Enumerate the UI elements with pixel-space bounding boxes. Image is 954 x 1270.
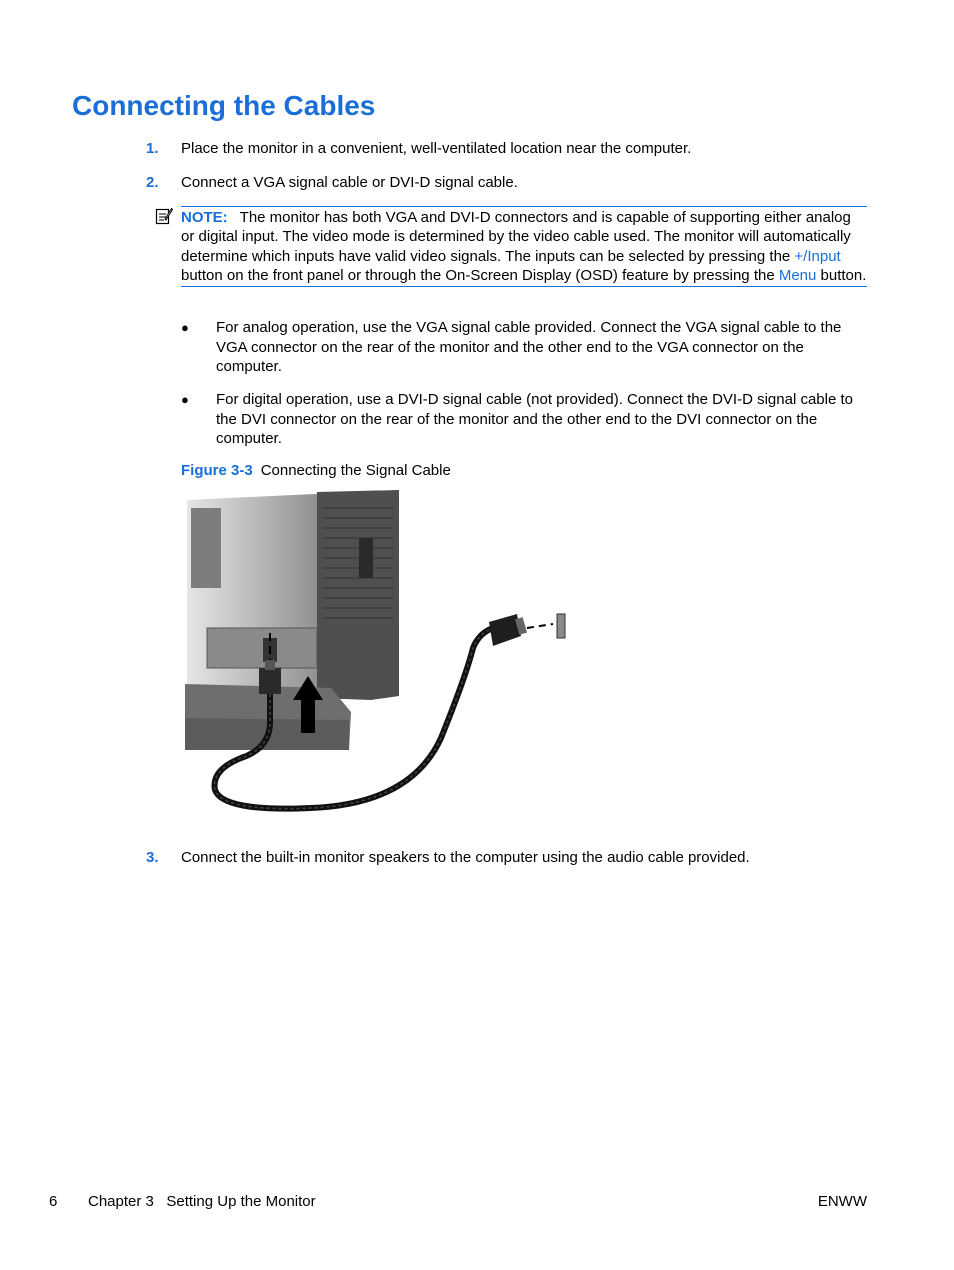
monitor-cable-illustration bbox=[181, 488, 581, 816]
note-label: NOTE: bbox=[181, 209, 228, 226]
input-button-link[interactable]: +/Input bbox=[794, 247, 841, 265]
dvi-connector bbox=[489, 614, 521, 646]
step-text: Place the monitor in a convenient, well-ventilated location near the computer. bbox=[181, 140, 692, 157]
note-text: button. bbox=[816, 266, 867, 284]
step-number: 2. bbox=[146, 174, 159, 191]
computer-port bbox=[557, 614, 565, 638]
footer-right-label: ENWW bbox=[817, 1193, 867, 1210]
menu-button-link[interactable]: Menu bbox=[778, 266, 817, 284]
step-number: 1. bbox=[146, 140, 159, 157]
note-text: The monitor has both VGA and DVI-D connectors and is capable of supporting either analog or digital input. The video mode is determined by the video cable used. The monitor will automatically determine which inputs have valid video signals. The inputs can be selected by pressing the bbox=[181, 209, 851, 265]
bullet-dot: ● bbox=[181, 392, 189, 407]
step-text: Connect a VGA signal cable or DVI-D signal cable. bbox=[181, 174, 518, 191]
bullet-text: For analog operation, use the VGA signal cable provided. Connect the VGA signal cable to the VGA connector on the rear of the monitor and the other end to the VGA connector on the computer. bbox=[216, 319, 842, 376]
note-icon bbox=[155, 207, 173, 225]
step-number: 3. bbox=[146, 849, 159, 866]
bullet-text: For digital operation, use a DVI-D signal cable (not provided). Connect the DVI-D signal cable to the DVI connector on the rear of the monitor and the other end to the DVI connector on the computer. bbox=[216, 391, 853, 448]
figure-caption bbox=[181, 462, 451, 479]
note-box bbox=[181, 206, 867, 287]
note-text: button on the front panel or through the On-Screen Display (OSD) feature by pressing the bbox=[181, 266, 779, 284]
figure-label: Figure 3-3 bbox=[181, 462, 253, 479]
bullet-dot: ● bbox=[181, 320, 189, 335]
step-text: Connect the built-in monitor speakers to the computer using the audio cable provided. bbox=[181, 849, 750, 866]
figure-title: Connecting the Signal Cable bbox=[260, 462, 451, 479]
page-number: 6 bbox=[49, 1193, 58, 1210]
footer-chapter: Chapter 3 Setting Up the Monitor bbox=[88, 1193, 316, 1210]
page-title: Connecting the Cables bbox=[72, 90, 376, 121]
